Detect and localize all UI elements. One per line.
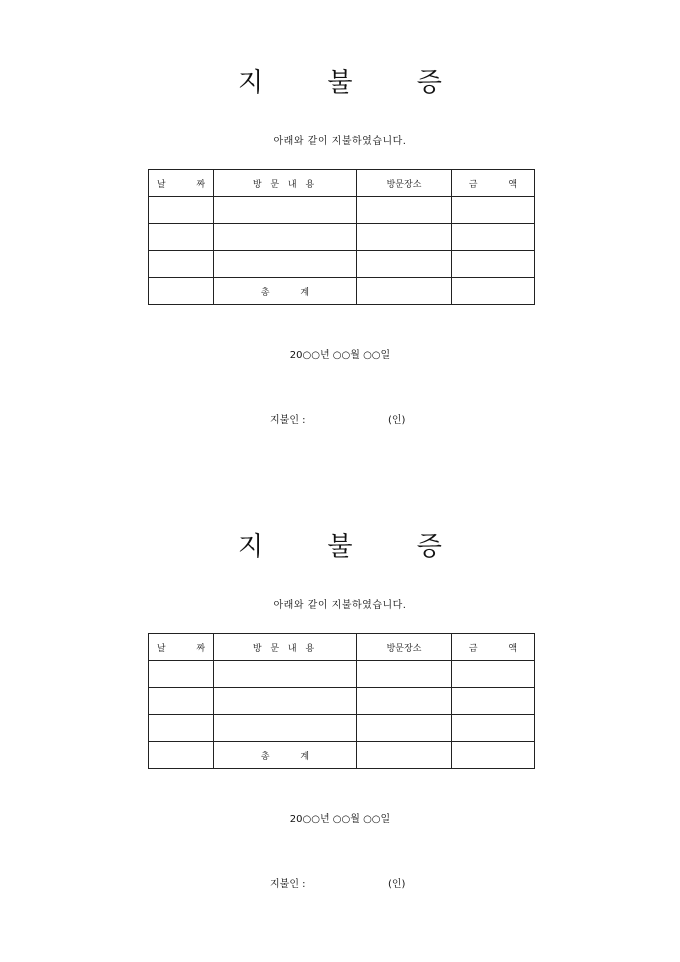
cell-date[interactable] <box>149 688 214 715</box>
payer-label: 지불인 : <box>270 879 306 890</box>
cell-visit-content[interactable] <box>214 251 357 278</box>
cell-date[interactable] <box>149 661 214 688</box>
cell-total-amount[interactable] <box>452 278 535 305</box>
cell-total-blank[interactable] <box>149 278 214 305</box>
receipt-subtitle: 아래와 같이 지불하였습니다. <box>273 136 407 147</box>
cell-total-place[interactable] <box>357 742 452 769</box>
receipt-title: 지 불 증 <box>238 68 470 98</box>
cell-amount[interactable] <box>452 661 535 688</box>
issue-date: 20○○년 ○○월 ○○일 <box>289 814 391 825</box>
cell-date[interactable] <box>149 224 214 251</box>
total-label: 총 계 <box>214 742 357 769</box>
cell-visit-content[interactable] <box>214 715 357 742</box>
cell-amount[interactable] <box>452 197 535 224</box>
seal-label: (인) <box>388 879 406 890</box>
receipt-title: 지 불 증 <box>238 532 470 562</box>
header-visit-place: 방문장소 <box>357 634 452 661</box>
header-date: 날 짜 <box>149 634 214 661</box>
header-amount: 금 액 <box>452 170 535 197</box>
table-row <box>149 688 535 715</box>
table-header-row <box>149 170 535 197</box>
cell-date[interactable] <box>149 715 214 742</box>
table-total-row <box>149 278 535 305</box>
cell-amount[interactable] <box>452 715 535 742</box>
receipt-1 <box>0 0 680 470</box>
table-row <box>149 661 535 688</box>
cell-total-blank[interactable] <box>149 742 214 769</box>
table-header-row <box>149 634 535 661</box>
payment-table <box>148 169 535 305</box>
seal-label: (인) <box>388 415 406 426</box>
cell-visit-content[interactable] <box>214 197 357 224</box>
cell-visit-place[interactable] <box>357 224 452 251</box>
cell-visit-content[interactable] <box>214 688 357 715</box>
cell-visit-place[interactable] <box>357 251 452 278</box>
cell-total-place[interactable] <box>357 278 452 305</box>
cell-visit-content[interactable] <box>214 661 357 688</box>
payer-label: 지불인 : <box>270 415 306 426</box>
table-row <box>149 251 535 278</box>
cell-amount[interactable] <box>452 688 535 715</box>
total-label: 총 계 <box>214 278 357 305</box>
table-row <box>149 715 535 742</box>
cell-amount[interactable] <box>452 251 535 278</box>
cell-total-amount[interactable] <box>452 742 535 769</box>
cell-date[interactable] <box>149 251 214 278</box>
cell-visit-place[interactable] <box>357 688 452 715</box>
header-amount: 금 액 <box>452 634 535 661</box>
cell-visit-place[interactable] <box>357 715 452 742</box>
cell-visit-place[interactable] <box>357 197 452 224</box>
table-row <box>149 224 535 251</box>
cell-visit-content[interactable] <box>214 224 357 251</box>
table-total-row <box>149 742 535 769</box>
issue-date: 20○○년 ○○월 ○○일 <box>289 350 391 361</box>
receipt-2 <box>0 464 680 934</box>
payment-table <box>148 633 535 769</box>
cell-amount[interactable] <box>452 224 535 251</box>
header-visit-content: 방 문 내 용 <box>214 634 357 661</box>
header-visit-content: 방 문 내 용 <box>214 170 357 197</box>
cell-visit-place[interactable] <box>357 661 452 688</box>
header-visit-place: 방문장소 <box>357 170 452 197</box>
cell-date[interactable] <box>149 197 214 224</box>
table-row <box>149 197 535 224</box>
header-date: 날 짜 <box>149 170 214 197</box>
receipt-subtitle: 아래와 같이 지불하였습니다. <box>273 600 407 611</box>
